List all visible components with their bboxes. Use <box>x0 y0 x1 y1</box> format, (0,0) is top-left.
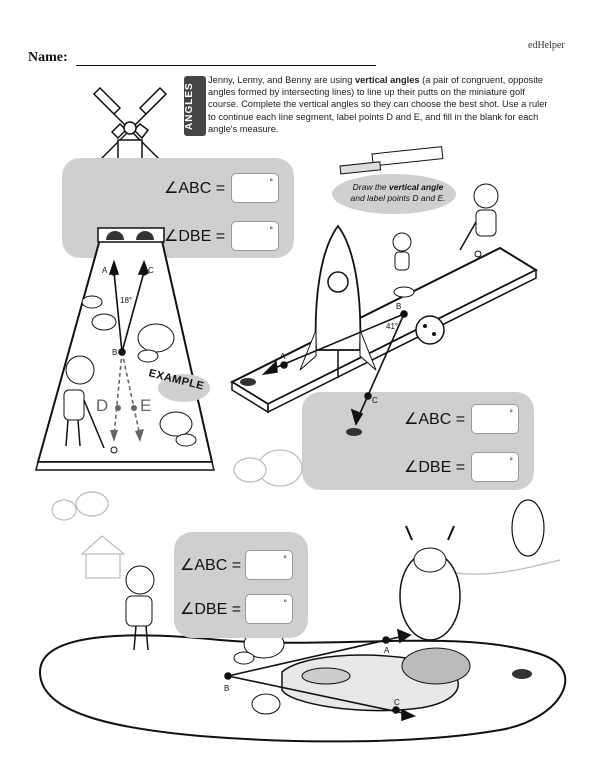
degree-symbol: ° <box>509 456 514 466</box>
hole2-abc-row <box>404 404 519 434</box>
hole2-angle-value: 41° <box>386 322 399 331</box>
hole2-dbe-row <box>404 452 519 482</box>
example-label: EXAMPLE <box>147 367 206 393</box>
angle-dbe-label: ∠DBE = <box>404 459 466 476</box>
degree-symbol: ° <box>509 408 514 418</box>
direction-keyword: vertical angle <box>389 182 444 192</box>
hole1-green <box>36 228 214 470</box>
instructions-keyword: vertical angles <box>354 75 420 85</box>
direction-line2: and label points D and E. <box>350 193 446 203</box>
degree-symbol: ° <box>269 177 274 187</box>
instructions-text-1: Jenny, Lenny, and Benny are using <box>208 75 355 85</box>
angle-abc-label: ∠ABC = <box>404 411 466 428</box>
hole1-point-b: B <box>112 348 118 357</box>
direction-prefix: Draw the <box>352 182 390 192</box>
angle-abc-label: ∠ABC = <box>164 180 226 197</box>
direction-text <box>338 182 458 204</box>
hole1-point-a: A <box>102 266 108 275</box>
hole1-point-c: C <box>148 266 154 275</box>
hole1-point-d: D <box>96 396 109 415</box>
degree-symbol: ° <box>269 225 274 235</box>
hole3-abc-answer-field[interactable] <box>245 550 293 580</box>
hole1-abc-row <box>164 173 279 203</box>
name-label: Name: <box>28 50 68 65</box>
instructions-text-2: (a pair of congruent, opposite angles formed by intersecting lines) to line up their putts on the miniature golf course. Complete the vertical angles so they can choose the best shot. Use a ruler to continue each line segment, label points D and E, and fill in the blank for each angle's measure. <box>208 75 548 134</box>
hole3-point-c: C <box>394 698 400 707</box>
degree-symbol: ° <box>283 554 288 564</box>
hole3-abc-row <box>180 550 293 580</box>
hole2-point-a: A <box>280 352 286 361</box>
brand-label: edHelper <box>528 40 565 51</box>
hole2-abc-answer-field[interactable] <box>471 404 519 434</box>
ruler-pencil-icon <box>340 147 443 174</box>
angle-dbe-label: ∠DBE = <box>164 228 226 245</box>
angles-tag: ANGLES <box>184 76 206 136</box>
hole3-dbe-row <box>180 594 293 624</box>
hole3-point-b: B <box>224 684 230 693</box>
hole1-dbe-row <box>164 221 279 251</box>
degree-symbol: ° <box>283 598 288 608</box>
angle-abc-label: ∠ABC = <box>180 557 242 574</box>
hole3-dbe-answer-field[interactable] <box>245 594 293 624</box>
hole3-point-a: A <box>384 646 390 655</box>
hole2-dbe-answer-field[interactable] <box>471 452 519 482</box>
hole1-dbe-answer-field[interactable] <box>231 221 279 251</box>
hole2-point-b: B <box>396 302 402 311</box>
hole2-point-c: C <box>372 396 378 405</box>
hole1-point-e: E <box>140 396 152 415</box>
hole1-abc-answer-field[interactable] <box>231 173 279 203</box>
hole1-angle-value: 18° <box>120 296 133 305</box>
angle-dbe-label: ∠DBE = <box>180 601 242 618</box>
